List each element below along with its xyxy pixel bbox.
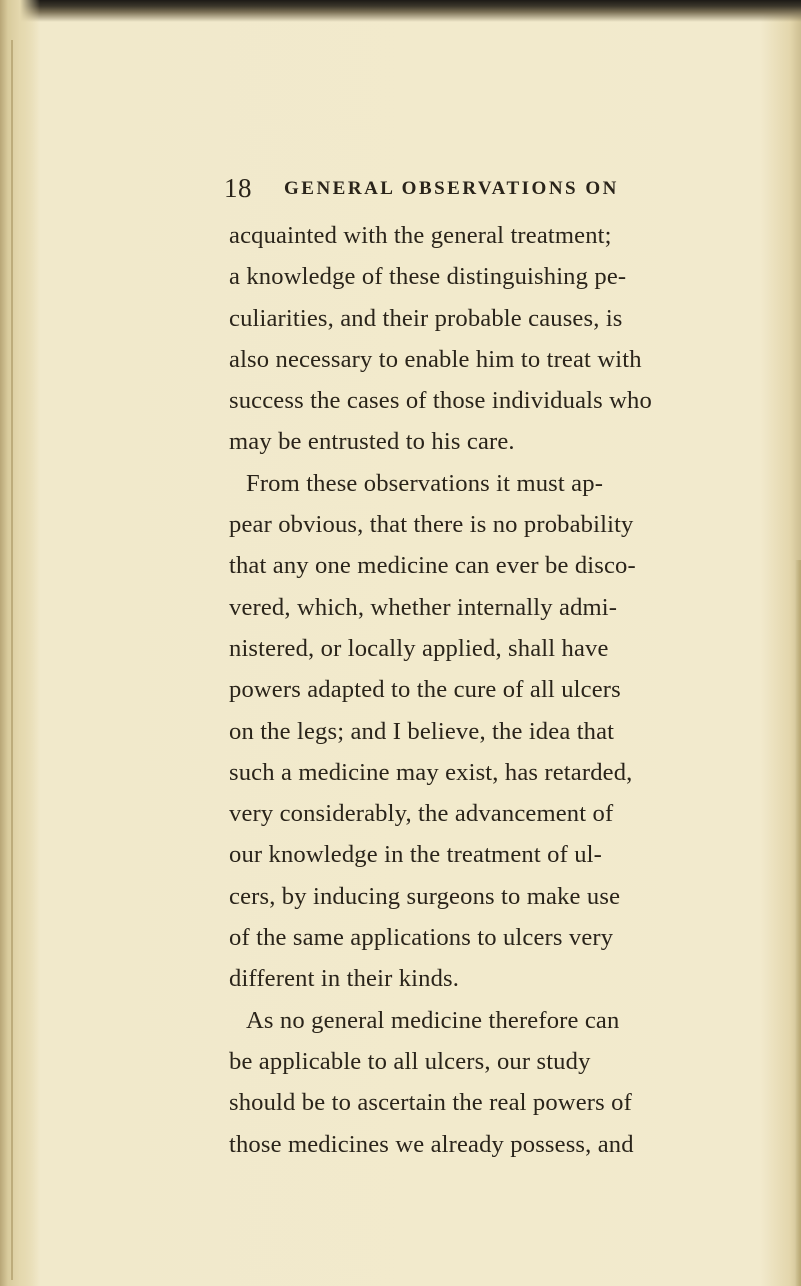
text-line: such a medicine may exist, has retarded, <box>229 758 633 786</box>
text-line: a knowledge of these distinguishing pe- <box>229 263 627 291</box>
page-header <box>224 173 744 205</box>
body-text <box>229 215 749 1165</box>
page-right-edge <box>795 560 801 1286</box>
page-top-edge <box>0 0 801 22</box>
text-line: also necessary to enable him to treat with <box>229 345 642 373</box>
text-line: that any one medicine can ever be disco- <box>229 552 636 580</box>
text-line: on the legs; and I believe, the idea that <box>229 717 615 745</box>
page-number: 18 <box>224 173 252 203</box>
text-line: vered, which, whether internally admi- <box>229 593 618 621</box>
text-line: culiarities, and their probable causes, is <box>229 304 623 332</box>
text-line: nistered, or locally applied, shall have <box>229 634 609 662</box>
running-head: GENERAL OBSERVATIONS ON <box>284 178 619 199</box>
paragraph-start-line: As no general medicine therefore can <box>246 1006 620 1034</box>
text-line: those medicines we already possess, and <box>229 1130 634 1158</box>
text-line: acquainted with the general treatment; <box>229 222 612 249</box>
paragraph-start-line: From these observations it must ap- <box>246 469 604 497</box>
text-line: of the same applications to ulcers very <box>229 924 614 952</box>
text-line: pear obvious, that there is no probability <box>229 511 634 539</box>
text-line: success the cases of those individuals who <box>229 387 652 415</box>
text-line: should be to ascertain the real powers of <box>229 1089 632 1117</box>
binding-rule <box>11 40 13 1280</box>
text-line: may be entrusted to his care. <box>229 428 515 456</box>
text-line: our knowledge in the treatment of ul- <box>229 841 602 869</box>
text-line: cers, by inducing surgeons to make use <box>229 882 621 910</box>
text-line: different in their kinds. <box>229 965 460 993</box>
text-line: powers adapted to the cure of all ulcers <box>229 676 621 704</box>
text-line: very considerably, the advancement of <box>229 800 614 828</box>
text-line: be applicable to all ulcers, our study <box>229 1047 591 1075</box>
binding-gutter <box>0 0 40 1286</box>
